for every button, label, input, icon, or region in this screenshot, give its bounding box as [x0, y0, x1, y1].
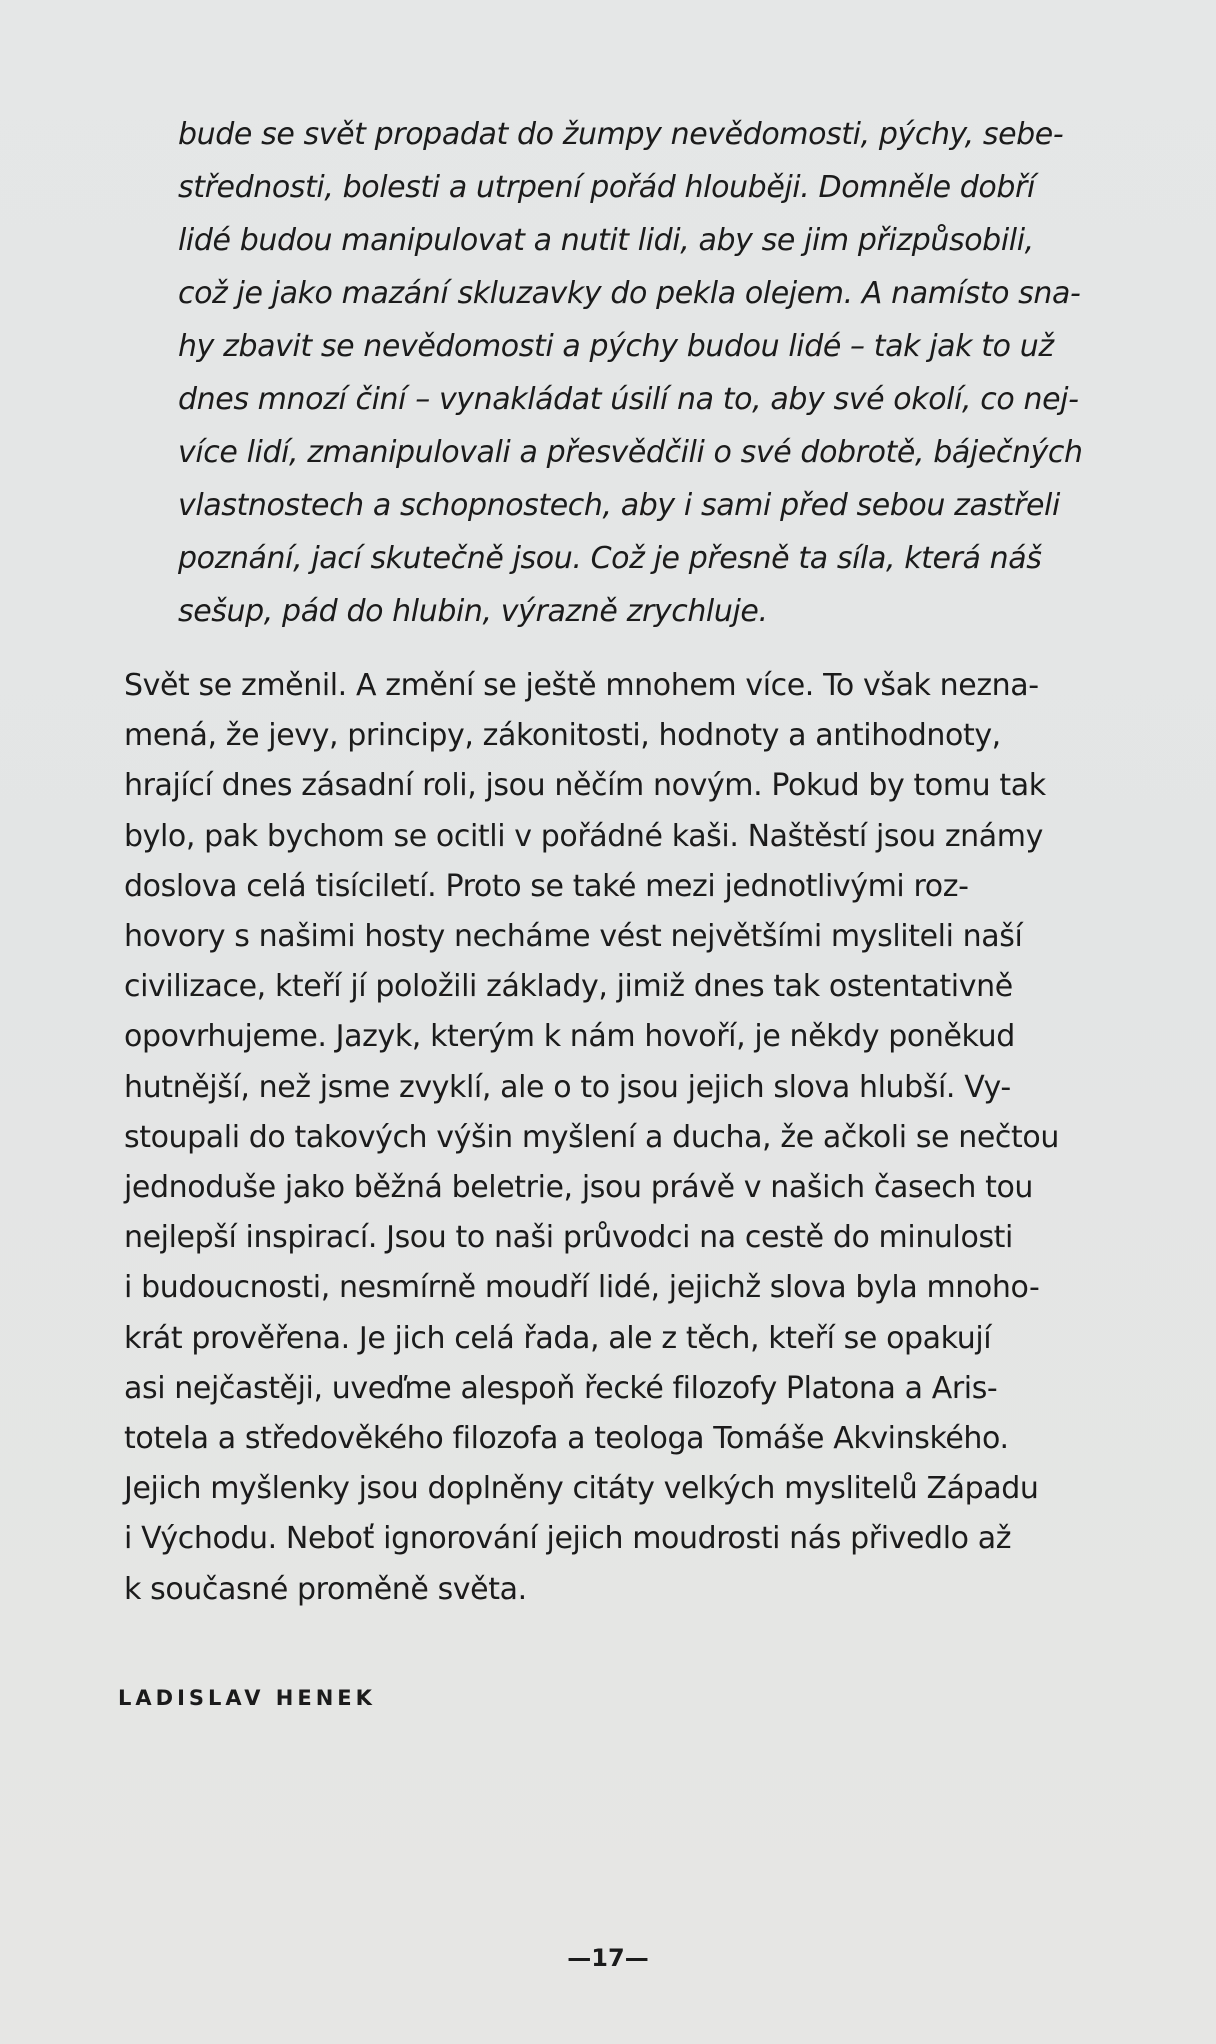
body-line: hrající dnes zásadní roli, jsou něčím novým. Pokud by tomu tak [124, 768, 1046, 804]
body-line: asi nejčastěji, uveďme alespoň řecké filozofy Platona a Aris- [124, 1370, 998, 1406]
body-line: i Východu. Neboť ignorování jejich moudrosti nás přivedlo až [124, 1521, 1012, 1557]
body-line: civilizace, kteří jí položili základy, jimiž dnes tak ostentativně [124, 969, 1013, 1005]
quote-line: dnes mnozí činí – vynakládat úsilí na to, aby své okolí, co nej- [178, 382, 1079, 417]
quote-line: což je jako mazání skluzavky do pekla olejem. A namísto sna- [178, 276, 1081, 311]
quote-line: více lidí, zmanipulovali a přesvědčili o své dobrotě, báječných [178, 435, 1083, 470]
quote-line: střednosti, bolesti a utrpení pořád hlouběji. Domněle dobří [178, 170, 1035, 205]
quote-line: poznání, jací skutečně jsou. Což je přesně ta síla, která náš [178, 541, 1042, 576]
italic-quote-paragraph [178, 108, 1118, 638]
body-line: bylo, pak bychom se ocitli v pořádné kaši. Naštěstí jsou známy [124, 818, 1043, 854]
body-paragraph [124, 661, 1104, 1615]
quote-line: bude se svět propadat do žumpy nevědomosti, pýchy, sebe- [178, 117, 1064, 152]
body-line: hutnější, než jsme zvyklí, ale o to jsou jejich slova hlubší. Vy- [124, 1069, 1011, 1105]
page-number: —17— [567, 1944, 649, 1972]
body-line: nejlepší inspirací. Jsou to naši průvodci na cestě do minulosti [124, 1220, 1013, 1256]
body-line: doslova celá tisíciletí. Proto se také mezi jednotlivými roz- [124, 868, 969, 904]
body-line: i budoucnosti, nesmírně moudří lidé, jejichž slova byla mnoho- [124, 1270, 1040, 1306]
body-line: hovory s našimi hosty necháme vést největšími mysliteli naší [124, 919, 1023, 955]
quote-line: vlastnostech a schopnostech, aby i sami před sebou zastřeli [178, 488, 1060, 523]
quote-line: hy zbavit se nevědomosti a pýchy budou lidé – tak jak to už [178, 329, 1054, 364]
body-line: stoupali do takových výšin myšlení a ducha, že ačkoli se nečtou [124, 1119, 1059, 1155]
body-line: jednoduše jako běžná beletrie, jsou právě v našich časech tou [124, 1170, 1034, 1206]
body-line: totela a středověkého filozofa a teologa Tomáše Akvinského. [124, 1421, 1009, 1457]
quote-line: lidé budou manipulovat a nutit lidi, aby se jim přizpůsobili, [178, 223, 1034, 258]
body-line: krát prověřena. Je jich celá řada, ale z těch, kteří se opakují [124, 1320, 992, 1356]
body-line: k současné proměně světa. [124, 1571, 527, 1607]
body-line: mená, že jevy, principy, zákonitosti, hodnoty a antihodnoty, [124, 718, 1001, 754]
author-signature: LADISLAV HENEK [118, 1686, 376, 1710]
quote-line: sešup, pád do hlubin, výrazně zrychluje. [178, 594, 768, 629]
body-line: Jejich myšlenky jsou doplněny citáty velkých myslitelů Západu [124, 1471, 1039, 1507]
body-line: opovrhujeme. Jazyk, kterým k nám hovoří, je někdy poněkud [124, 1019, 1015, 1055]
body-line: Svět se změnil. A změní se ještě mnohem více. To však nezna- [124, 668, 1039, 703]
